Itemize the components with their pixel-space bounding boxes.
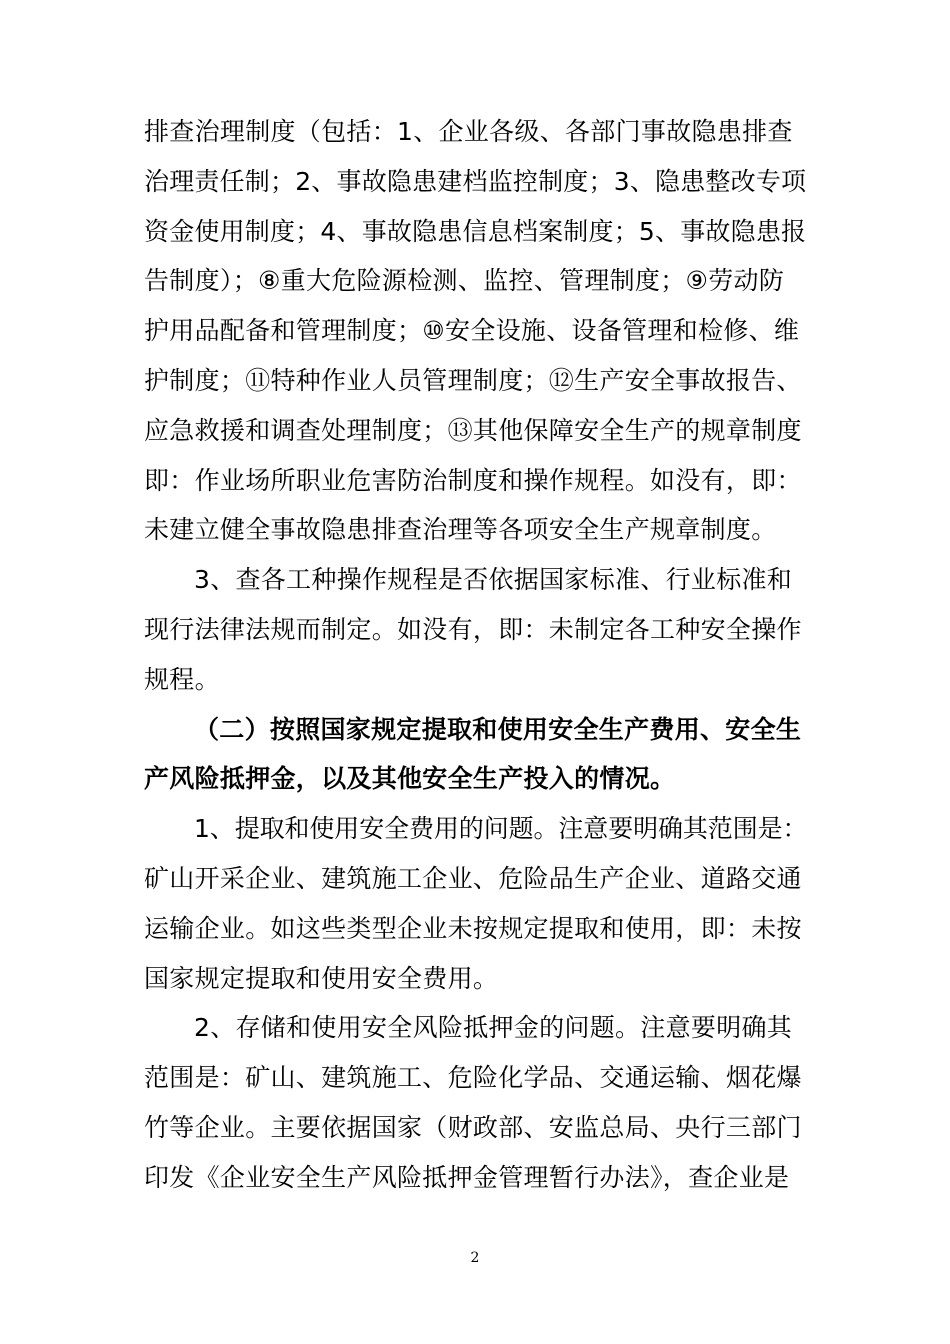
paragraph-line: 3、查各工种操作规程是否依据国家标准、行业标准和 [194, 565, 793, 595]
page-number: 2 [470, 1250, 480, 1266]
paragraph-line: 即：作业场所职业危害防治制度和操作规程。如没有，即： [144, 465, 802, 495]
paragraph-line: 应急救援和调查处理制度；⑬其他保障安全生产的规章制度 [144, 415, 802, 445]
paragraph-line: 范围是：矿山、建筑施工、危险化学品、交通运输、烟花爆 [144, 1063, 802, 1093]
document-body [144, 107, 808, 1203]
paragraph-line: 治理责任制；2、事故隐患建档监控制度；3、隐患整改专项 [144, 166, 807, 196]
paragraph-line: 规程。 [144, 664, 220, 694]
paragraph-line: 矿山开采企业、建筑施工企业、危险品生产企业、道路交通 [144, 863, 802, 893]
paragraph-line: 排查治理制度（包括：1、企业各级、各部门事故隐患排查 [144, 117, 793, 146]
paragraph-line: 2、存储和使用安全风险抵押金的问题。注意要明确其 [194, 1013, 793, 1043]
paragraph-line: 印发《企业安全生产风险抵押金管理暂行办法》，查企业是 [144, 1162, 790, 1192]
paragraph-line: 1、提取和使用安全费用的问题。注意要明确其范围是： [194, 814, 808, 844]
paragraph-line: 现行法律法规而制定。如没有，即：未制定各工种安全操作 [144, 614, 802, 644]
paragraph-line: 运输企业。如这些类型企业未按规定提取和使用，即：未按 [144, 913, 802, 943]
paragraph-line: 竹等企业。主要依据国家（财政部、安监总局、央行三部门 [144, 1112, 802, 1142]
paragraph-line: 告制度）；⑧重大危险源检测、监控、管理制度；⑨劳动防 [144, 266, 785, 296]
paragraph-line: 护制度；⑪特种作业人员管理制度；⑫生产安全事故报告、 [144, 365, 802, 395]
section-heading-line: 产风险抵押金，以及其他安全生产投入的情况。 [144, 764, 676, 794]
section-heading-line: （二）按照国家规定提取和使用安全生产费用、安全生 [194, 714, 802, 744]
paragraph-line: 未建立健全事故隐患排查治理等各项安全生产规章制度。 [144, 515, 777, 545]
paragraph-line: 国家规定提取和使用安全费用。 [144, 963, 499, 993]
paragraph-line: 资金使用制度；4、事故隐患信息档案制度；5、事故隐患报 [144, 216, 807, 246]
paragraph-line: 护用品配备和管理制度；⑩安全设施、设备管理和检修、维 [144, 316, 800, 346]
